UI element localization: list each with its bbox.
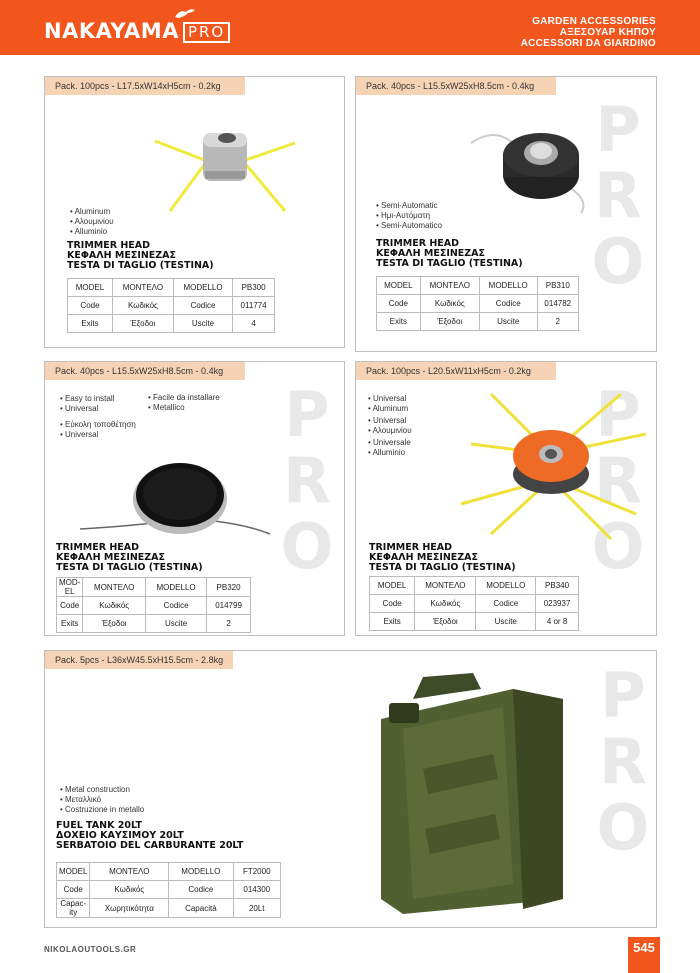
table-row xyxy=(68,297,275,315)
title-en: TRIMMER HEAD xyxy=(369,542,453,553)
product-card-pb300 xyxy=(44,76,345,348)
table-cell: Code xyxy=(377,295,421,313)
table-cell: MODELLO xyxy=(476,577,536,595)
product-card-pb340 xyxy=(355,361,657,636)
features-list xyxy=(60,785,144,815)
product-card-ft2000 xyxy=(44,650,657,928)
product-card-pb310 xyxy=(355,76,657,352)
table-cell: Uscite xyxy=(173,315,232,333)
feature-item: • Universale xyxy=(368,438,411,447)
table-cell: PB340 xyxy=(536,577,579,595)
title-it: TESTA DI TAGLIO (TESTINA) xyxy=(369,562,516,573)
page-number: 545 xyxy=(628,937,660,973)
table-cell: Code xyxy=(68,297,113,315)
table-cell: Έξοδοι xyxy=(83,615,146,633)
pro-watermark: P R O xyxy=(280,378,334,583)
pro-watermark: P R O xyxy=(596,659,650,864)
dragon-logo-icon xyxy=(174,7,196,19)
table-cell: 014300 xyxy=(233,881,281,899)
pack-info-tab: Pack. 40pcs - L15.5xW25xH8.5cm - 0.4kg xyxy=(356,77,556,95)
title-el: ΔΟΧΕΙΟ ΚΑΥΣΙΜΟΥ 20LT xyxy=(56,830,184,841)
title-en: TRIMMER HEAD xyxy=(56,542,140,553)
title-el: ΚΕΦΑΛΗ ΜΕΣΙΝΕΖΑΣ xyxy=(376,248,486,259)
table-row xyxy=(57,597,251,615)
brand-logo xyxy=(44,19,230,43)
title-el: ΚΕΦΑΛΗ ΜΕΣΙΝΕΖΑΣ xyxy=(67,250,177,261)
feature-item: • Universal xyxy=(368,416,407,425)
pack-info-tab: Pack. 100pcs - L20.5xW11xH5cm - 0.2kg xyxy=(356,362,556,380)
table-row xyxy=(370,613,579,631)
table-cell: Έξοδοι xyxy=(112,315,173,333)
spec-table xyxy=(67,278,275,333)
table-cell: 023937 xyxy=(536,595,579,613)
table-cell: PB310 xyxy=(537,277,578,295)
table-cell: Uscite xyxy=(476,613,536,631)
feature-item: • Universal xyxy=(60,404,99,413)
website-footer: NIKOLAOUTOOLS.GR xyxy=(44,945,137,954)
table-cell: Χωρητικότητα xyxy=(90,899,169,918)
fuel-tank-image xyxy=(363,659,593,921)
table-cell: Code xyxy=(57,881,90,899)
table-cell: ΜΟΝΤΕΛΟ xyxy=(420,277,479,295)
features-list-greek xyxy=(60,420,136,440)
features-list xyxy=(60,394,114,414)
table-cell: Κωδικός xyxy=(420,295,479,313)
table-cell: 2 xyxy=(537,313,578,331)
table-cell: Exits xyxy=(370,613,415,631)
title-el: ΚΕΦΑΛΗ ΜΕΣΙΝΕΖΑΣ xyxy=(56,552,166,563)
table-cell: ΜΟΝΤΕΛΟ xyxy=(90,863,169,881)
feature-item: • Semi-Automatic xyxy=(376,201,438,210)
table-cell: FT2000 xyxy=(233,863,281,881)
title-it: TESTA DI TAGLIO (TESTINA) xyxy=(56,562,203,573)
spec-table xyxy=(56,862,281,918)
category-el: ΑΞΕΣΟΥΑΡ ΚΗΠΟΥ xyxy=(559,27,656,38)
table-cell: Κωδικός xyxy=(112,297,173,315)
feature-item: • Costruzione in metallo xyxy=(60,805,145,814)
title-it: TESTA DI TAGLIO (TESTINA) xyxy=(376,258,523,269)
table-cell: Κωδικός xyxy=(83,597,146,615)
table-cell: Uscite xyxy=(146,615,207,633)
table-cell: PB320 xyxy=(207,578,251,597)
feature-item: • Aluminum xyxy=(70,207,111,216)
title-en: TRIMMER HEAD xyxy=(376,238,460,249)
brand-suffix: PRO xyxy=(183,22,230,43)
page-header xyxy=(0,0,700,55)
pro-watermark: P R O xyxy=(591,378,645,583)
table-cell: 20Lt xyxy=(233,899,281,918)
table-cell: Exits xyxy=(68,315,113,333)
table-cell: Έξοδοι xyxy=(415,613,476,631)
pro-watermark: P R O xyxy=(591,93,645,298)
table-cell: Έξοδοι xyxy=(420,313,479,331)
table-cell: Κωδικός xyxy=(415,595,476,613)
brand-name: NAKAYAMA xyxy=(44,19,179,43)
table-row xyxy=(377,313,579,331)
table-cell: Codice xyxy=(146,597,207,615)
feature-item: • Semi-Automatico xyxy=(376,221,442,230)
table-cell: PB300 xyxy=(233,279,275,297)
table-row xyxy=(68,315,275,333)
table-cell: 014799 xyxy=(207,597,251,615)
table-cell: MODELLO xyxy=(169,863,233,881)
feature-item: • Alluminio xyxy=(368,448,406,457)
table-row xyxy=(377,295,579,313)
feature-item: • Εύκολη τοποθέτηση xyxy=(60,420,136,429)
table-cell: MOD-EL xyxy=(57,578,83,597)
feature-item: • Aluminum xyxy=(368,404,409,413)
title-it: TESTA DI TAGLIO (TESTINA) xyxy=(67,260,214,271)
table-cell: Codice xyxy=(479,295,537,313)
table-cell: ΜΟΝΤΕΛΟ xyxy=(112,279,173,297)
table-cell: MODEL xyxy=(370,577,415,595)
spec-table xyxy=(369,576,579,631)
spec-table xyxy=(56,577,251,633)
table-cell: Codice xyxy=(173,297,232,315)
feature-item: • Αλουμινίου xyxy=(368,426,412,435)
feature-item: • Facile da installare xyxy=(148,393,220,402)
features-list-italian xyxy=(148,393,220,413)
trimmer-head-disc-image xyxy=(75,454,275,554)
table-row xyxy=(370,577,579,595)
feature-item: • Metallico xyxy=(148,403,185,412)
features-list xyxy=(376,201,442,231)
table-cell: MODELLO xyxy=(146,578,207,597)
table-cell: MODELLO xyxy=(173,279,232,297)
pack-info-tab: Pack. 5pcs - L36xW45.5xH15.5cm - 2.8kg xyxy=(45,651,233,669)
table-cell: Code xyxy=(370,595,415,613)
table-cell: Κωδικός xyxy=(90,881,169,899)
title-en: TRIMMER HEAD xyxy=(67,240,151,251)
table-row xyxy=(57,899,281,918)
table-cell: Codice xyxy=(476,595,536,613)
table-cell: Capacità xyxy=(169,899,233,918)
title-el: ΚΕΦΑΛΗ ΜΕΣΙΝΕΖΑΣ xyxy=(369,552,479,563)
feature-item: • Universal xyxy=(368,394,407,403)
table-cell: Exits xyxy=(377,313,421,331)
table-cell: Exits xyxy=(57,615,83,633)
table-cell: Codice xyxy=(169,881,233,899)
product-title xyxy=(56,543,203,573)
spec-table xyxy=(376,276,579,331)
feature-item: • Μεταλλικό xyxy=(60,795,102,804)
feature-item: • Metal construction xyxy=(60,785,130,794)
table-row xyxy=(57,615,251,633)
trimmer-head-aluminum-image xyxy=(145,101,305,221)
category-it: ACCESSORI DA GIARDINO xyxy=(520,38,656,49)
category-title xyxy=(521,16,656,49)
table-cell: MODEL xyxy=(377,277,421,295)
feature-item: • Easy to install xyxy=(60,394,115,403)
product-title xyxy=(369,543,516,573)
table-cell: 014782 xyxy=(537,295,578,313)
table-row xyxy=(57,881,281,899)
table-cell: MODELLO xyxy=(479,277,537,295)
pack-info-tab: Pack. 100pcs - L17.5xW14xH5cm - 0.2kg xyxy=(45,77,245,95)
features-list xyxy=(368,394,412,458)
product-title xyxy=(376,239,523,269)
table-cell: Code xyxy=(57,597,83,615)
pack-info-tab: Pack. 40pcs - L15.5xW25xH8.5cm - 0.4kg xyxy=(45,362,245,380)
title-it: SERBATOIO DEL CARBURANTE 20LT xyxy=(56,840,244,851)
table-cell: ΜΟΝΤΕΛΟ xyxy=(415,577,476,595)
table-row xyxy=(377,277,579,295)
feature-item: • Ημι-Αυτόματη xyxy=(376,211,431,220)
table-row xyxy=(57,863,281,881)
feature-item: • Αλουμινίου xyxy=(70,217,114,226)
features-list xyxy=(70,207,114,237)
trimmer-head-orange-image xyxy=(451,384,651,544)
category-en: GARDEN ACCESSORIES xyxy=(532,16,656,27)
table-cell: 4 xyxy=(233,315,275,333)
feature-item: • Universal xyxy=(60,430,99,439)
product-title xyxy=(67,241,214,271)
table-cell: MODEL xyxy=(68,279,113,297)
table-row xyxy=(370,595,579,613)
table-cell: 2 xyxy=(207,615,251,633)
feature-item: • Alluminio xyxy=(70,227,108,236)
table-row xyxy=(68,279,275,297)
product-card-pb320 xyxy=(44,361,345,636)
table-cell: Uscite xyxy=(479,313,537,331)
table-cell: Capac-ity xyxy=(57,899,90,918)
table-cell: 011774 xyxy=(233,297,275,315)
table-cell: ΜΟΝΤΕΛΟ xyxy=(83,578,146,597)
table-cell: 4 or 8 xyxy=(536,613,579,631)
title-en: FUEL TANK 20LT xyxy=(56,820,142,831)
table-row xyxy=(57,578,251,597)
table-cell: MODEL xyxy=(57,863,90,881)
product-title xyxy=(56,821,243,851)
trimmer-head-semiauto-image xyxy=(461,113,611,223)
